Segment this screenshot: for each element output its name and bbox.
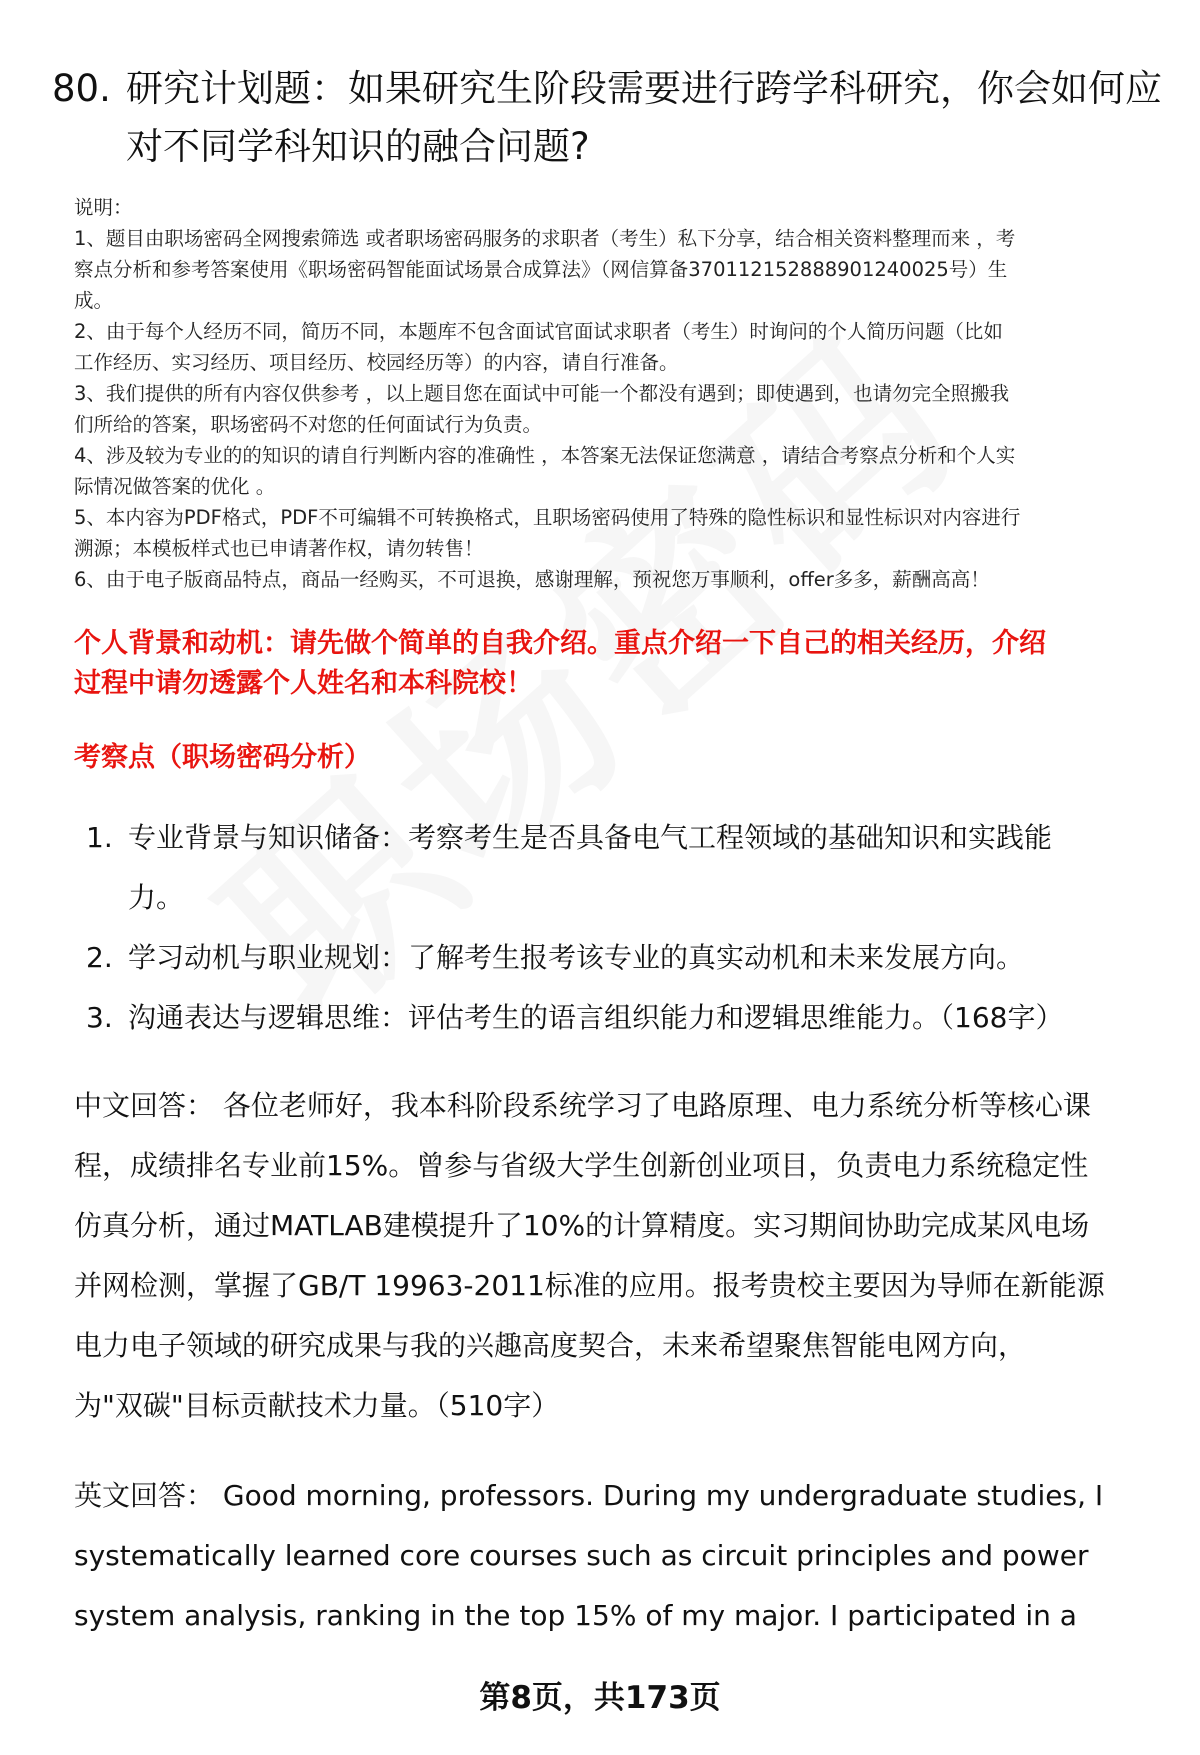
chinese-answer-line: 为"双碳"目标贡献技术力量。（510字） [74,1389,560,1422]
notes-line: 4、涉及较为专业的的知识的请自行判断内容的准确性 ，本答案无法保证您满意 ，请结合考察点分析和个人实 [74,444,1016,467]
chinese-answer-line: 并网检测，掌握了GB/T 19963-2011标准的应用。报考贵校主要因为导师在新能源 [74,1269,1105,1302]
question-title [52,60,1162,176]
notes-line: 3、我们提供的所有内容仅供参考 ，以上题目您在面试中可能一个都没有遇到；即使遇到，也请勿完全照搬我 [74,382,1010,405]
chinese-answer-line: 程，成绩排名专业前15%。曾参与省级大学生创新创业项目，负责电力系统稳定性 [74,1149,1089,1182]
english-answer-line: systematically learned core courses such as circuit principles and power [74,1539,1089,1572]
notes-line: 1、题目由职场密码全网搜索筛选 或者职场密码服务的求职者（考生）私下分享，结合相关资料整理而来 ，考 [74,227,1016,250]
personal-heading-line-2: 过程中请勿透露个人姓名和本科院校！ [74,668,533,699]
analysis-heading-text: 考察点（职场密码分析） [74,742,371,773]
list-item-number: 2. [86,941,113,974]
list-item-number: 1. [86,821,113,854]
list-item-text: 学习动机与职业规划：了解考生报考该专业的真实动机和未来发展方向。 [128,941,1025,974]
chinese-answer-line: 仿真分析，通过MATLAB建模提升了10%的计算精度。实习期间协助完成某风电场 [74,1209,1090,1242]
analysis-heading [74,738,1164,778]
chinese-answer [74,1076,1164,1436]
notes-line: 察点分析和参考答案使用《职场密码智能面试场景合成算法》（网信算备370112152888901240025号）生 [74,258,1008,281]
notes-line: 说明： [74,196,133,219]
page-footer: 第8页，共173页 [479,1680,721,1716]
english-answer-line: system analysis, ranking in the top 15% of my major. I participated in a [74,1599,1077,1632]
notes-line: 溯源；本模板样式也已申请著作权，请勿转售！ [74,537,484,560]
notes-line: 们所给的答案，职场密码不对您的任何面试行为负责。 [74,413,543,436]
notes-line: 成。 [74,289,114,312]
chinese-answer-line: 电力电子领域的研究成果与我的兴趣高度契合，未来希望聚焦智能电网方向， [74,1329,1027,1362]
list-item [86,988,1156,1048]
notes-line: 2、由于每个人经历不同，简历不同，本题库不包含面试官面试求职者（考生）时询问的个人简历问题（比如 [74,320,1003,343]
analysis-points-list [86,808,1156,1048]
english-answer-line: 英文回答： Good morning, professors. During my undergraduate studies, I [74,1479,1104,1512]
question-line-1 [52,60,1162,118]
question-line-2: 对不同学科知识的融合问题? [126,125,590,168]
personal-background-heading [74,624,1164,704]
notes-line: 工作经历、实习经历、项目经历、校园经历等）的内容，请自行准备。 [74,351,679,374]
question-number: 80. [52,67,111,110]
notes-line: 6、由于电子版商品特点，商品一经购买，不可退换，感谢理解，预祝您万事顺利，offer多多，薪酬高高！ [74,568,990,591]
list-item-text-continued: 力。 [128,881,185,914]
chinese-answer-line: 中文回答： 各位老师好，我本科阶段系统学习了电路原理、电力系统分析等核心课 [74,1089,1091,1122]
notes-line: 5、本内容为PDF格式，PDF不可编辑不可转换格式，且职场密码使用了特殊的隐性标识和显性标识对内容进行 [74,506,1021,529]
list-item-number: 3. [86,1001,113,1034]
list-item [86,808,1156,928]
english-answer [74,1466,1164,1646]
personal-heading-line-1: 个人背景和动机：请先做个简单的自我介绍。重点介绍一下自己的相关经历，介绍 [74,628,1046,659]
list-item-text: 专业背景与知识储备：考察考生是否具备电气工程领域的基础知识和实践能 [128,821,1053,854]
question-text-1: 研究计划题：如果研究生阶段需要进行跨学科研究，你会如何应 [126,67,1162,110]
notes-line: 际情况做答案的优化 。 [74,475,276,498]
list-item [86,928,1156,988]
list-item-text: 沟通表达与逻辑思维：评估考生的语言组织能力和逻辑思维能力。（168字） [128,1001,1064,1034]
notes-section [74,192,1159,595]
